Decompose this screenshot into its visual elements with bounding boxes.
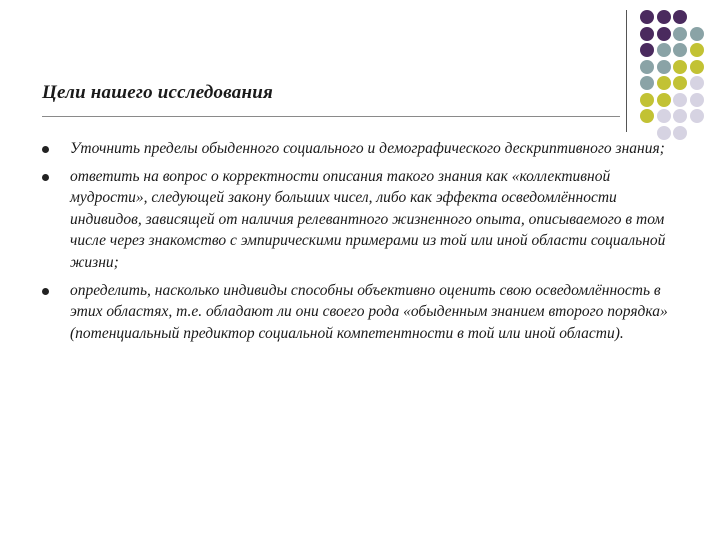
bullet-item xyxy=(42,138,672,160)
decorative-dot xyxy=(640,93,654,107)
decorative-dot-grid xyxy=(0,0,720,150)
decorative-dot xyxy=(657,109,671,123)
decorative-dot xyxy=(673,10,687,24)
decorative-dot xyxy=(690,109,704,123)
decorative-dot xyxy=(640,109,654,123)
decorative-dot xyxy=(657,10,671,24)
decorative-dot xyxy=(690,93,704,107)
decorative-dot xyxy=(657,43,671,57)
bullet-list xyxy=(42,138,672,350)
decorative-dot xyxy=(657,27,671,41)
decorative-dot xyxy=(690,76,704,90)
vertical-divider xyxy=(626,10,627,132)
bullet-icon xyxy=(42,288,49,295)
decorative-dot xyxy=(657,60,671,74)
bullet-text: ответить на вопрос о корректности описания такого знания как «коллективной мудрости», следующей закону больших чисел, либо как эффекта осведомлённости индивидов, зависящей от наличия релевантного жизненного опыта, описываемого в том числе через знакомство с эмпирическими примерами из той или иной области социальной жизни; xyxy=(70,167,666,271)
decorative-dot xyxy=(673,126,687,140)
bullet-text: Уточнить пределы обыденного социального и демографического дескриптивного знания; xyxy=(70,140,665,157)
slide-title: Цели нашего исследования xyxy=(42,82,274,103)
title-underline xyxy=(42,116,620,117)
decorative-dot xyxy=(690,43,704,57)
decorative-dot xyxy=(640,60,654,74)
decorative-dot xyxy=(673,109,687,123)
bullet-item xyxy=(42,280,672,345)
decorative-dot xyxy=(640,76,654,90)
decorative-dot xyxy=(690,60,704,74)
decorative-dot xyxy=(640,43,654,57)
decorative-dot xyxy=(657,76,671,90)
decorative-dot xyxy=(673,27,687,41)
decorative-dot xyxy=(640,10,654,24)
decorative-dot xyxy=(673,76,687,90)
bullet-text: определить, насколько индивиды способны объективно оценить свою осведомлённость в этих областях, т.е. обладают ли они своего рода «обыденным знанием второго порядка» (потенциальный предиктор социальной компетентности в той или иной области). xyxy=(70,281,668,342)
decorative-dot xyxy=(673,93,687,107)
decorative-dot xyxy=(657,93,671,107)
decorative-dot xyxy=(673,43,687,57)
decorative-dot xyxy=(673,60,687,74)
bullet-icon xyxy=(42,174,49,181)
decorative-dot xyxy=(690,27,704,41)
bullet-item xyxy=(42,166,672,274)
decorative-dot xyxy=(640,27,654,41)
bullet-icon xyxy=(42,146,49,153)
